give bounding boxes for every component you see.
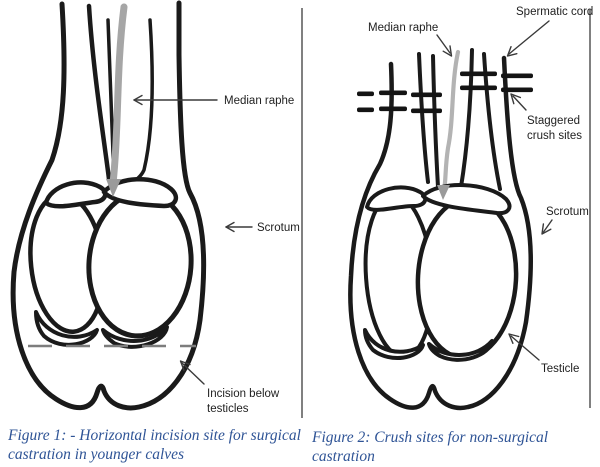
- label-staggered-line1: Staggered: [527, 115, 581, 127]
- label-spermatic-cord: Spermatic cord: [516, 6, 594, 18]
- spermatic-cord-line: [433, 56, 438, 187]
- spermatic-cord-line: [461, 50, 472, 187]
- label-testicle: Testicle: [541, 363, 580, 375]
- arrow-to-crush-sites: [513, 96, 526, 110]
- crush-bar: [379, 91, 407, 96]
- arrowhead-icon: [443, 46, 451, 56]
- figure2-caption-line2: castration: [312, 447, 375, 465]
- testicle-cap: [46, 182, 105, 206]
- label-incision-line2: testicles: [207, 403, 249, 415]
- figure2-caption: [312, 429, 572, 466]
- label-median-raphe: Median raphe: [368, 22, 439, 34]
- label-scrotum: Scrotum: [257, 222, 300, 234]
- crush-bar: [357, 108, 374, 113]
- crush-bar: [411, 93, 442, 98]
- figure1-caption: [8, 427, 308, 464]
- figure2-caption-line1: Figure 2: Crush sites for non-surgical: [312, 429, 549, 446]
- testicle-cap: [367, 187, 425, 209]
- median-raphe-line: [444, 52, 458, 191]
- figure1-caption-line2: castration in younger calves: [8, 445, 185, 463]
- crush-bar: [460, 86, 497, 91]
- crush-bar: [501, 74, 533, 79]
- median-raphe-line: [113, 7, 124, 183]
- label-median-raphe: Median raphe: [224, 95, 295, 107]
- arrow-to-median-raphe: [437, 35, 450, 53]
- testicle-right: [414, 196, 520, 361]
- testicle-right: [84, 189, 196, 340]
- crush-bar: [460, 72, 497, 77]
- testicle-cap: [423, 185, 509, 213]
- crush-bar: [379, 107, 407, 112]
- crush-bar: [501, 88, 533, 93]
- crush-bar: [411, 109, 442, 114]
- label-staggered-line2: crush sites: [527, 130, 582, 142]
- label-incision-line1: Incision below: [207, 388, 280, 400]
- crush-bar: [357, 92, 374, 97]
- spermatic-cord-line: [89, 6, 109, 179]
- figure1-panel: [13, 3, 300, 415]
- spermatic-cord-line: [121, 20, 152, 187]
- figure2-panel: [350, 6, 593, 408]
- spermatic-cord-line: [419, 54, 428, 182]
- figure1-caption-line1: Figure 1: - Horizontal incision site for surgical: [8, 427, 301, 444]
- arrow-to-spermatic-cord: [509, 21, 549, 54]
- crush-sites-left-group: [357, 91, 442, 114]
- label-scrotum: Scrotum: [546, 206, 589, 218]
